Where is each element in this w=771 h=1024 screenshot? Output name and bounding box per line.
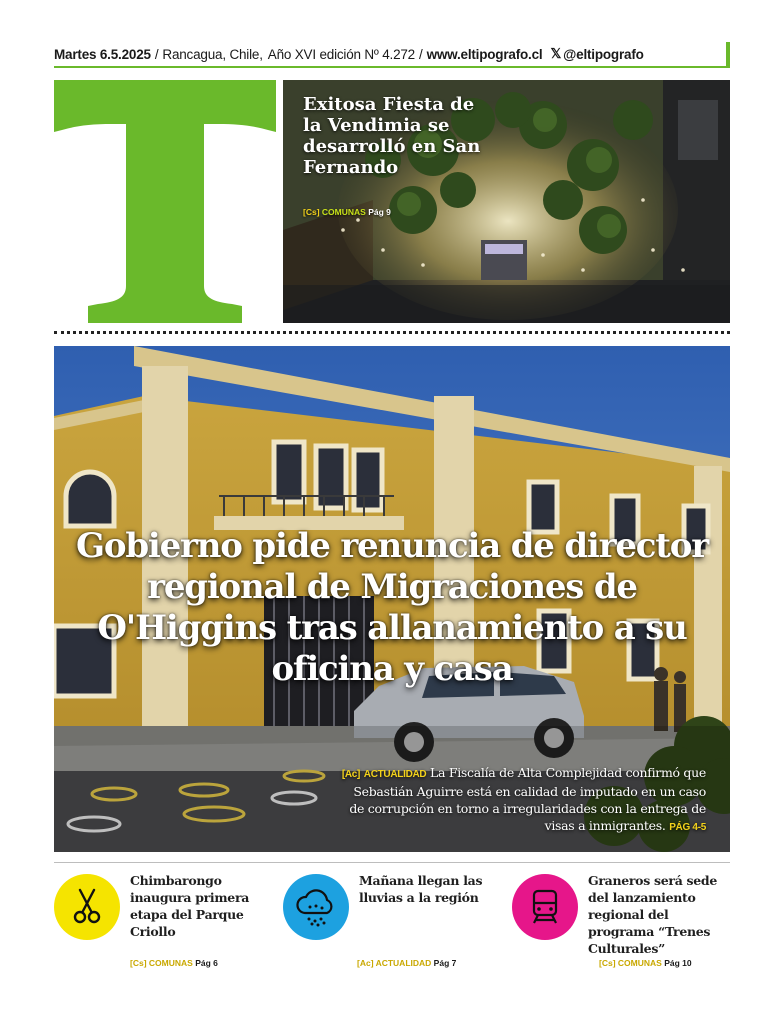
social-handle-link[interactable]: @eltipografo xyxy=(563,46,644,62)
lead-text: La Fiscalía de Alta Complejidad confirmó que Sebastián Aguirre está en calidad de imputado en un caso de corrupción en torno a irregularidades con la entrega de visas a inmigrantes. xyxy=(349,765,706,833)
section-tag: [Cs] xyxy=(130,958,147,968)
page-ref: Pág 10 xyxy=(664,958,692,968)
teaser-graneros[interactable] xyxy=(512,872,732,972)
scissors-icon xyxy=(54,874,120,940)
top-story-photo[interactable] xyxy=(283,80,730,323)
x-logo-icon: 𝕏 xyxy=(550,46,562,61)
top-story-headline[interactable]: Exitosa Fiesta de la Vendimia se desarrolló en San Fernando xyxy=(303,94,481,178)
teaser-reference xyxy=(599,958,692,968)
teasers-divider xyxy=(54,862,730,863)
teaser-reference xyxy=(130,958,218,968)
section-label: ACTUALIDAD xyxy=(363,769,427,780)
top-story-reference xyxy=(303,207,391,217)
issue-date: Martes 6.5.2025 xyxy=(54,46,151,62)
teaser-title[interactable]: Chimbarongo inaugura primera etapa del Parque Criollo xyxy=(130,873,250,939)
masthead-name: El Tipógrafo xyxy=(88,154,109,280)
teaser-reference xyxy=(357,958,456,968)
teaser-lluvias[interactable] xyxy=(283,872,503,972)
section-divider xyxy=(54,331,730,334)
section-label: COMUNAS xyxy=(148,958,193,968)
page-ref: Pág 9 xyxy=(368,207,391,217)
page-ref: Pág 6 xyxy=(195,958,218,968)
train-icon xyxy=(512,874,578,940)
website-link[interactable]: www.eltipografo.cl xyxy=(426,46,543,62)
section-label: ACTUALIDAD xyxy=(375,958,432,968)
header-end-mark xyxy=(726,42,730,68)
section-tag: [Ac] xyxy=(341,769,361,780)
section-label: COMUNAS xyxy=(617,958,662,968)
main-story-headline[interactable]: Gobierno pide renuncia de director regional de Migraciones de O'Higgins tras allanamiento a su oficina y casa xyxy=(76,526,708,689)
separator: / xyxy=(154,46,159,62)
teaser-title[interactable]: Graneros será sede del lanzamiento regional del programa “Trenes Culturales” xyxy=(588,873,718,956)
separator: / xyxy=(419,46,423,62)
issue-edition: Año XVI edición Nº 4.272 xyxy=(267,46,415,62)
teaser-chimbarongo[interactable] xyxy=(54,872,274,972)
section-tag: [Ac] xyxy=(357,958,374,968)
page-ref: PÁG 4-5 xyxy=(669,822,706,833)
page-ref: Pág 7 xyxy=(433,958,457,968)
rain-cloud-icon xyxy=(283,874,349,940)
section-label: COMUNAS xyxy=(321,207,366,217)
section-tag: [Cs] xyxy=(599,958,616,968)
teaser-title[interactable]: Mañana llegan las lluvias a la región xyxy=(359,873,483,905)
main-story-photo[interactable] xyxy=(54,346,730,852)
main-story-lead xyxy=(336,764,706,836)
section-tag: [Cs] xyxy=(303,207,320,217)
issue-location: Rancagua, Chile, xyxy=(162,46,263,62)
header-bar xyxy=(54,42,730,68)
